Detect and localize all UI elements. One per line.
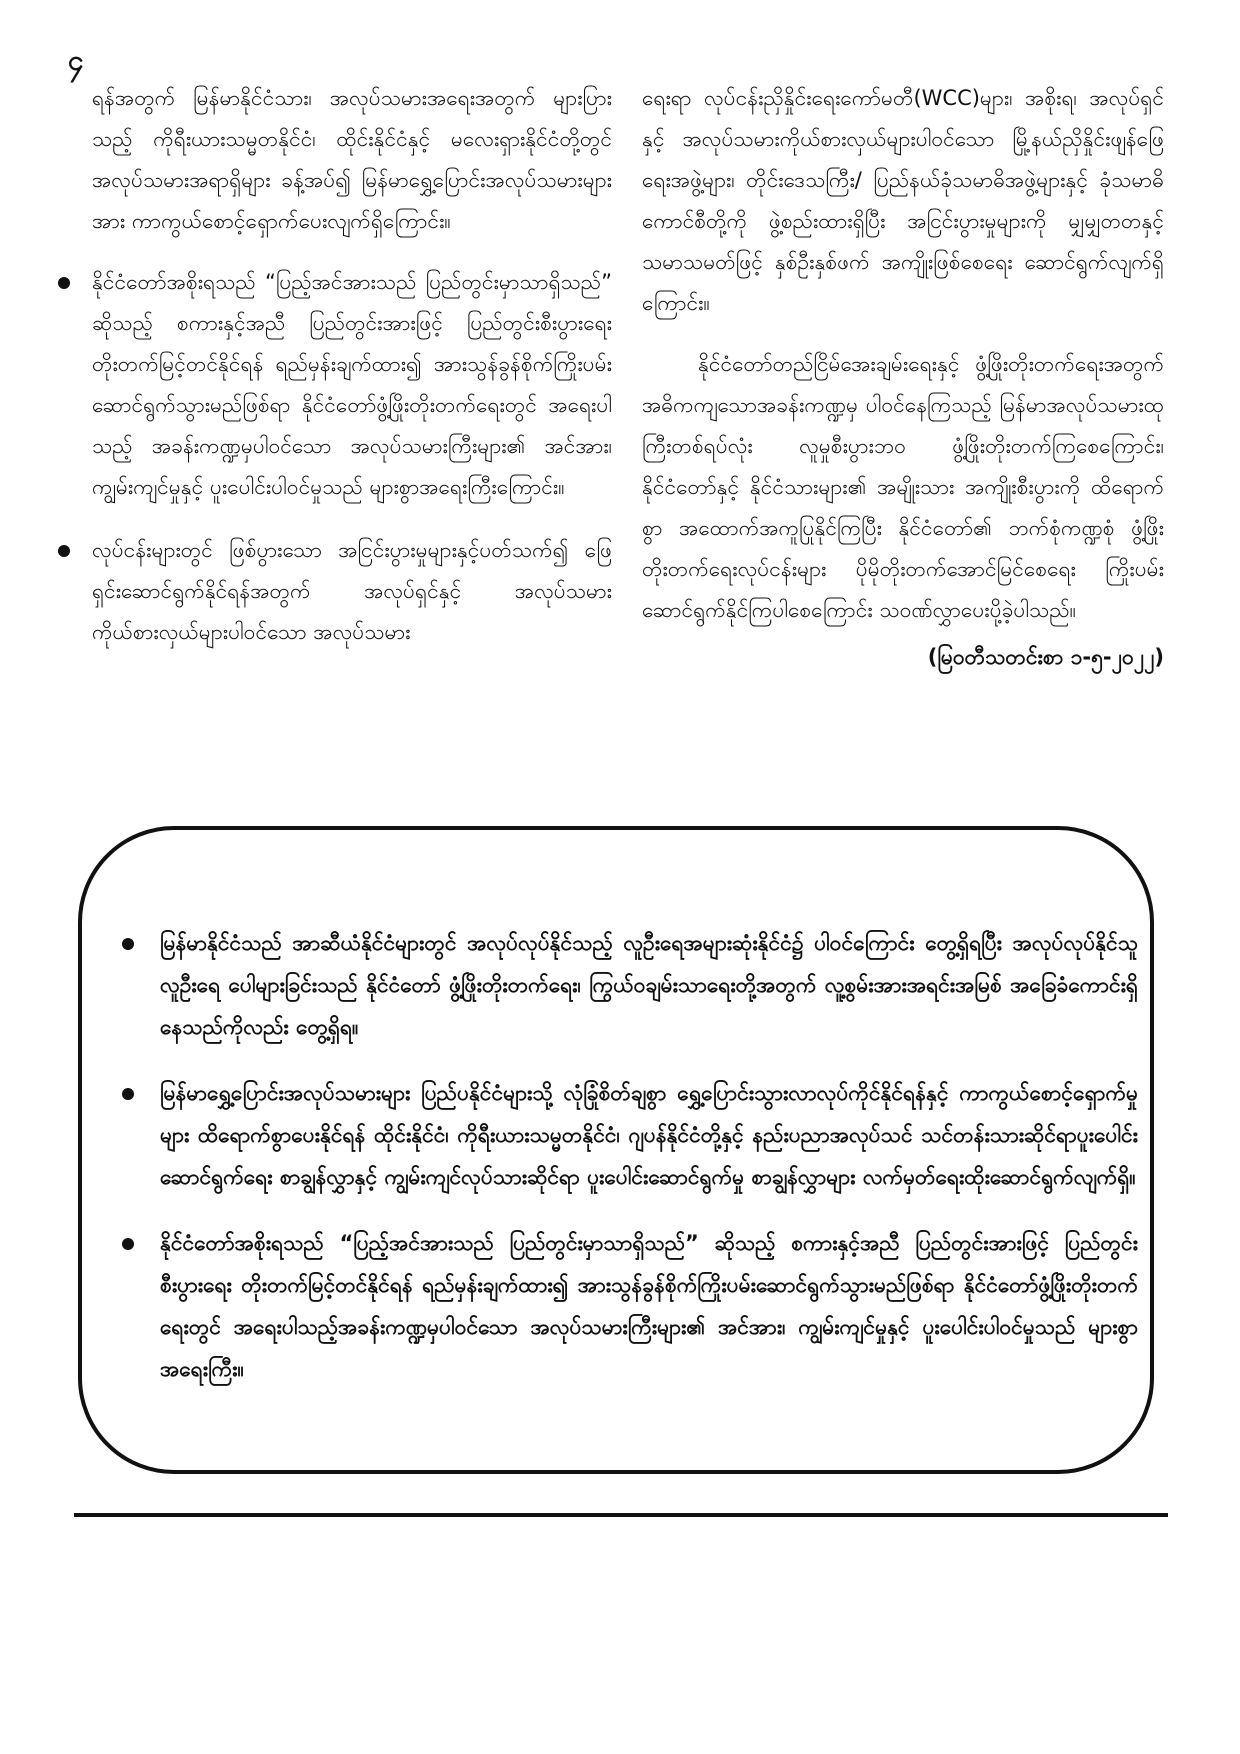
left-bullet-item [92, 530, 612, 653]
left-bullet-text: နိုင်ငံတော်အစိုးရသည် “ပြည့်အင်အားသည် ပြည်တွင်းမှာသာရှိသည်” ဆိုသည့် စကားနှင့်အညီ ပြည်တွင်းအားဖြင့် ပြည်တွင်းစီးပွားရေး တိုးတက်မြင့်တင်နိုင်ရန် ရည်မှန်းချက်ထား၍ အားသွန်ခွန်စိုက်ကြိုးပမ်းဆောင်ရွက်သွားမည်ဖြစ်ရာ နိုင်ငံတော်ဖွံ့ဖြိုးတိုးတက်ရေးတွင် အရေးပါသည့် အခန်းကဏ္ဍမှပါဝင်သော အလုပ်သမားကြီးများ၏ အင်အား၊ ကျွမ်းကျင်မှုနှင့် ပူးပေါင်းပါဝင်မှုသည် များစွာအရေးကြီးကြောင်း။ [92, 270, 612, 499]
summary-item-text: မြန်မာရွှေ့ပြောင်းအလုပ်သမားများ ပြည်ပနိုင်ငံများသို့ လုံခြုံစိတ်ချစွာ ရွှေ့ပြောင်းသွားလာလုပ်ကိုင်နိုင်ရန်နှင့် ကာကွယ်စောင့်ရှောက်မှုများ ထိရောက်စွာပေးနိုင်ရန် ထိုင်းနိုင်ငံ၊ ကိုရီးယားသမ္မတနိုင်ငံ၊ ဂျပန်နိုင်ငံတို့နှင့် နည်းပညာအလုပ်သင် သင်တန်းသားဆိုင်ရာပူးပေါင်းဆောင်ရွက်ရေး စာချွန်လွှာနှင့် ကျွမ်းကျင်လုပ်သားဆိုင်ရာ ပူးပေါင်းဆောင်ရွက်မှု စာချွန်လွှာများ လက်မှတ်ရေးထိုးဆောင်ရွက်လျက်ရှိ။ [160, 1081, 1138, 1189]
summary-box [78, 826, 1154, 1474]
source-citation: (မြဝတီသတင်းစာ ၁-၅-၂၀၂၂) [927, 645, 1164, 669]
footer-divider [74, 1513, 1168, 1517]
left-bullet-text: လုပ်ငန်းများတွင် ဖြစ်ပွားသော အငြင်းပွားမှုများနှင့်ပတ်သက်၍ ဖြေရှင်းဆောင်ရွက်နိုင်ရန်အတွက် အလုပ်ရှင်နှင့် အလုပ်သမားကိုယ်စားလှယ်များပါဝင်သော အလုပ်သမား [92, 538, 612, 644]
bullet-dot-icon [58, 277, 70, 289]
right-column [642, 78, 1164, 678]
summary-list [160, 922, 1138, 1414]
bullet-dot-icon [122, 938, 134, 950]
left-intro-paragraph: ရန်အတွက် မြန်မာနိုင်ငံသား၊ အလုပ်သမားအရေးအတွက် များပြားသည့် ကိုရီးယားသမ္မတနိုင်ငံ၊ ထိုင်းနိုင်ငံနှင့် မလေးရှားနိုင်ငံတို့တွင် အလုပ်သမားအရာရှိများ ခန့်အပ်၍ မြန်မာရွှေ့ပြောင်းအလုပ်သမားများအား ကာကွယ်စောင့်ရှောက်ပေးလျက်ရှိကြောင်း။ [92, 86, 612, 233]
page-number: ၄ [68, 44, 84, 77]
right-closing-paragraph: နိုင်ငံတော်တည်ငြိမ်အေးချမ်းရေးနှင့် ဖွံ့ဖြိုးတိုးတက်ရေးအတွက် အဓိကကျသောအခန်းကဏ္ဍမှ ပါဝင်နေကြသည့် မြန်မာအလုပ်သမားထုကြီးတစ်ရပ်လုံး လူမှုစီးပွားဘဝ ဖွံ့ဖြိုးတိုးတက်ကြစေကြောင်း၊ နိုင်ငံတော်နှင့် နိုင်ငံသားများ၏ အမျိုးသား အကျိုးစီးပွားကို ထိရောက်စွာ အထောက်အကူပြုနိုင်ကြပြီး နိုင်ငံတော်၏ ဘက်စုံကဏ္ဍစုံ ဖွံ့ဖြိုးတိုးတက်ရေးလုပ်ငန်းများ ပိုမိုတိုးတက်အောင်မြင်စေရေး ကြိုးပမ်းဆောင်ရွက်နိုင်ကြပါစေကြောင်း သဝဏ်လွှာပေးပို့ခဲ့ပါသည်။ [642, 352, 1164, 622]
bullet-dot-icon [122, 1088, 134, 1100]
bullet-dot-icon [58, 545, 70, 557]
left-column [92, 78, 612, 675]
bullet-dot-icon [122, 1238, 134, 1250]
summary-item [160, 1072, 1138, 1198]
summary-item-text: နိုင်ငံတော်အစိုးရသည် “ပြည့်အင်အားသည် ပြည်တွင်းမှာသာရှိသည်” ဆိုသည့် စကားနှင့်အညီ ပြည်တွင်းအားဖြင့် ပြည်တွင်းစီးပွားရေး တိုးတက်မြင့်တင်နိုင်ရန် ရည်မှန်းချက်ထား၍ အားသွန်ခွန်စိုက်ကြိုးပမ်းဆောင်ရွက်သွားမည်ဖြစ်ရာ နိုင်ငံတော်ဖွံ့ဖြိုးတိုးတက်ရေးတွင် အရေးပါသည့်အခန်းကဏ္ဍမှပါဝင်သော အလုပ်သမားကြီးများ၏ အင်အား၊ ကျွမ်းကျင်မှုနှင့် ပူးပေါင်းပါဝင်မှုသည် များစွာအရေးကြီး။ [160, 1231, 1138, 1381]
summary-item [160, 1222, 1138, 1390]
left-bullet-item [92, 262, 612, 508]
summary-item-text: မြန်မာနိုင်ငံသည် အာဆီယံနိုင်ငံများတွင် အလုပ်လုပ်နိုင်သည့် လူဦးရေအများဆုံးနိုင်ငံ၌ ပါဝင်ကြောင်း တွေ့ရှိရပြီး အလုပ်လုပ်နိုင်သူလူဦးရေ ပေါများခြင်းသည် နိုင်ငံတော် ဖွံ့ဖြိုးတိုးတက်ရေး၊ ကြွယ်ဝချမ်းသာရေးတို့အတွက် လူ့စွမ်းအားအရင်းအမြစ် အခြေခံကောင်းရှိနေသည်ကိုလည်း တွေ့ရှိရ။ [160, 931, 1138, 1039]
summary-item [160, 922, 1138, 1048]
right-continuation-paragraph: ရေးရာ လုပ်ငန်းညှိနှိုင်းရေးကော်မတီ(WCC)များ၊ အစိုးရ၊ အလုပ်ရှင်နှင့် အလုပ်သမားကိုယ်စားလှယ်များပါဝင်သော မြို့နယ်ညှိနှိုင်းဖျန်ဖြေရေးအဖွဲ့များ၊ တိုင်းဒေသကြီး/ ပြည်နယ်ခုံသမာဓိအဖွဲ့များနှင့် ခုံသမာဓိကောင်စီတို့ကို ဖွဲ့စည်းထားရှိပြီး အငြင်းပွားမှုများကို မျှမျှတတနှင့် သမာသမတ်ဖြင့် နှစ်ဦးနှစ်ဖက် အကျိုးဖြစ်စေရေး ဆောင်ရွက်လျက်ရှိကြောင်း။ [642, 86, 1164, 315]
